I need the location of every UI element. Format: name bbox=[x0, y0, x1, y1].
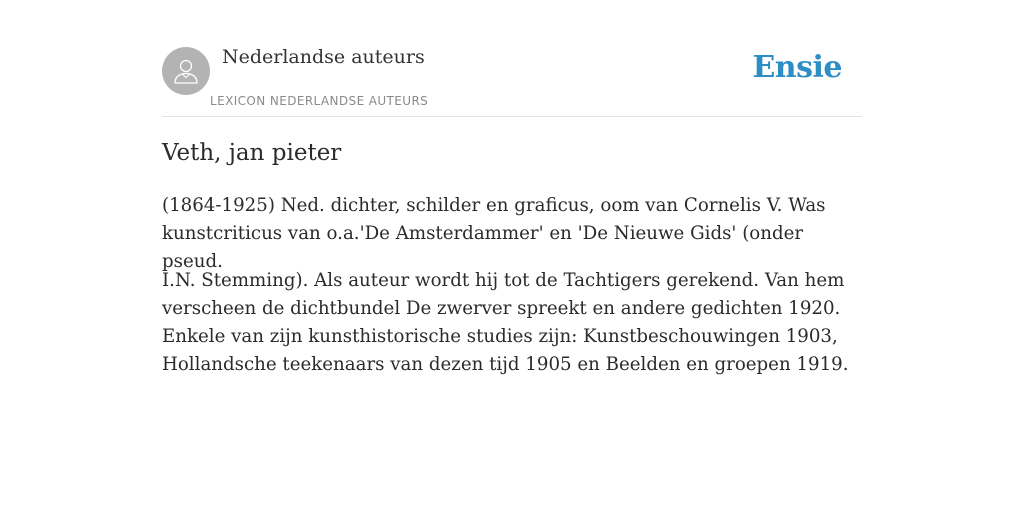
entry-paragraph-2: I.N. Stemming). Als auteur wordt hij tot de Tachtigers gerekend. Van hem verscheen de dichtbundel De zwerver spreekt en andere gedichten 1920. Enkele van zijn kunsthistorische studies zijn: Kunstbeschouwingen 1903, Hollandsche teekenaars van dezen tijd 1905 en Beelden en groepen 1919. bbox=[162, 270, 849, 375]
avatar[interactable] bbox=[162, 47, 210, 95]
entry-title: Veth, jan pieter bbox=[162, 140, 342, 166]
dictionary-title-link[interactable]: Nederlandse auteurs bbox=[222, 46, 425, 68]
page-container bbox=[162, 0, 862, 375]
user-outline-icon bbox=[171, 56, 201, 86]
entry-paragraph-1: (1864-1925) Ned. dichter, schilder en graficus, oom van Cornelis V. Was kunstcriticus van o.a.'De Amsterdammer' en 'De Nieuwe Gids' (onder pseud. bbox=[162, 195, 826, 272]
ensie-logo-link[interactable]: Ensie bbox=[752, 50, 842, 85]
dictionary-subtitle: LEXICON NEDERLANDSE AUTEURS bbox=[210, 94, 429, 108]
dictionary-header bbox=[162, 0, 862, 117]
